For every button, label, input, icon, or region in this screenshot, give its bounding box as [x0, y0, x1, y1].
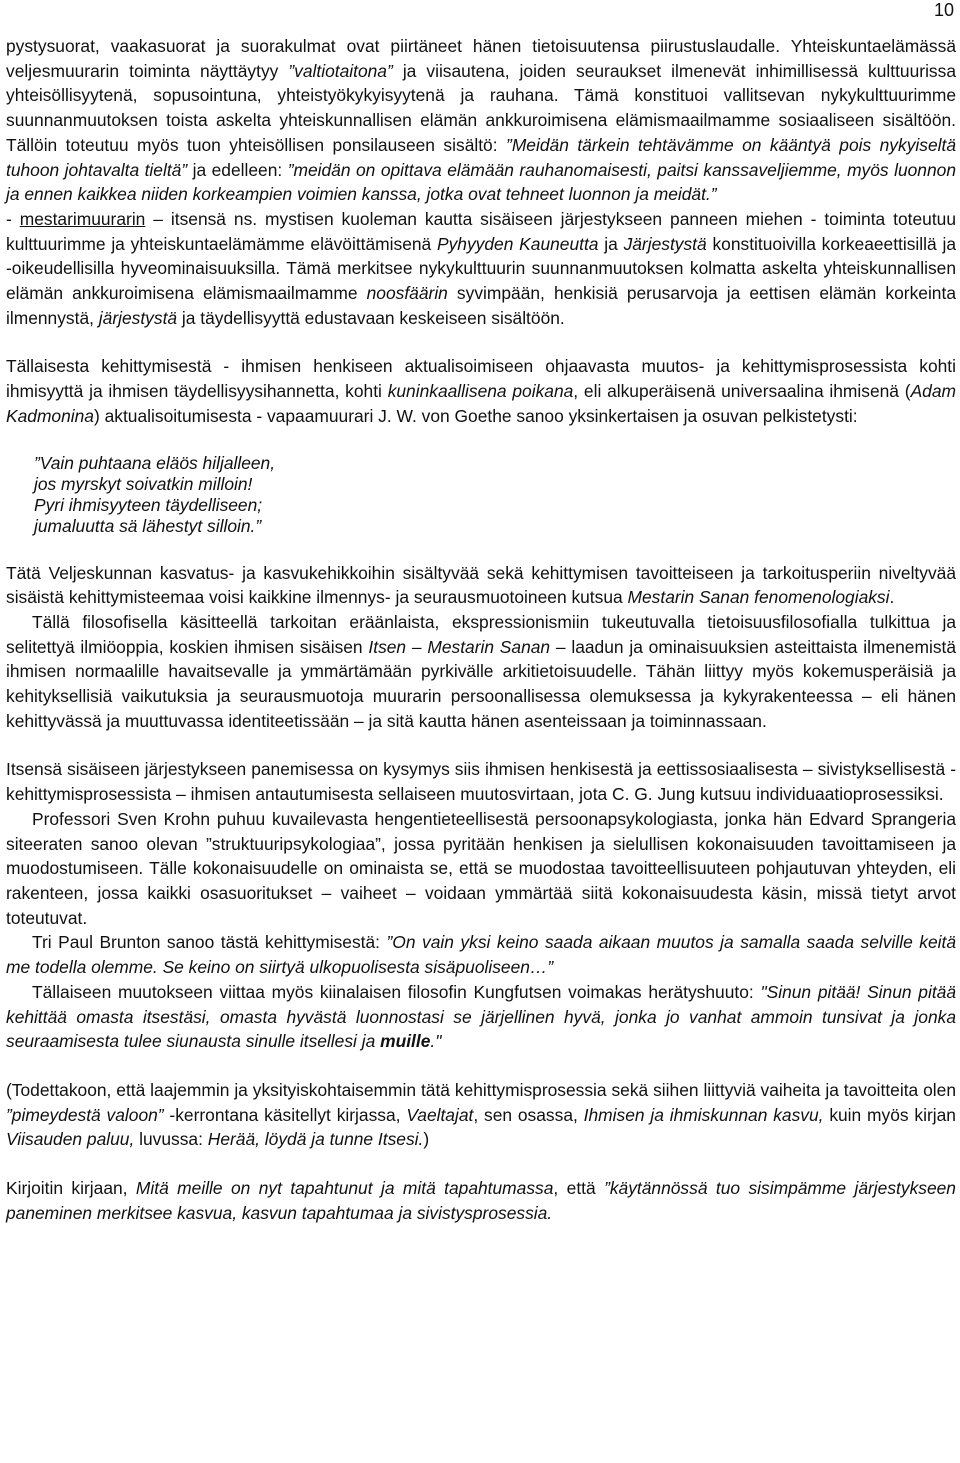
book-title: Viisauden paluu,	[6, 1129, 135, 1150]
text: , että	[553, 1178, 605, 1199]
text: Tätä Veljeskunnan kasvatus- ja kasvukehikkoihin sisältyvää sekä kehittymisen tavoitteiseen ja tarkoitusperiin niveltyvää sisäistä kehittymisteemaa voisi kaikkine ilmennys- ja seurausmuotoineen kutsua	[6, 562, 956, 608]
text: konstituoivilla korkeaeettisillä ja -oikeudellisilla hyveominaisuuksilla. Tämä merkitsee nykykulttuurin suunnanmuutoksen kolmatta askelta yhteiskunnallisen elämän ankkuroimisena elämismaailmamme	[6, 233, 957, 304]
text: – laadun ja ominaisuuksien asteittaista ilmenemistä ihmisen normaalille havaitsevalle ja ymmärtämään pyrkivälle arkitietoisuudelle. Tähän liittyy myös kokemusperäisiä ja kehityksellisiä vaikutuksia ja seurausmuotoja muurarin persoonallisessa olemuksessa ja kykyrakenteessa – eli hänen kehittyvässä ja muuttuvassa identiteetissään – ja sitä kautta hänen asenteissaan ja toiminnassaan.	[6, 636, 957, 731]
text: syvimpään, henkisiä perusarvoja ja eettisen elämän korkeinta ilmennystä,	[6, 283, 956, 328]
underlined-term: mestarimuurarin	[19, 208, 146, 229]
emphasis: Herää, löydä ja tunne Itsesi.	[207, 1129, 424, 1150]
paragraph-gap	[6, 1054, 956, 1078]
emphasis: Järjestystä	[623, 233, 707, 254]
text: ja	[598, 233, 624, 254]
paragraph-4	[6, 561, 956, 610]
emphasis: ”pimeydestä valoon”	[6, 1104, 164, 1125]
text: ja viisautena, joiden seuraukset ilmenevät inhimillisessä kulttuurissa yhteisöllisyytenä, sopusointuna, yhteistyökykyisyytenä ja rauhana. Tämä konstituoi vallitsevan nykykulttuurimme suunnanmuutoksen toista askelta yhteiskunnallisen elämän ankkuroimisena elämismaailmamme sosiaaliseen sisältöön. Tällöin toteutuu myös tuon yhteisöllisen ponsilauseen sisältö:	[6, 60, 956, 155]
text: , sen osassa,	[473, 1104, 584, 1125]
text: Tällaiseen muutokseen viittaa myös kiinalaisen filosofin Kungfutsen voimakas herätyshuuto:	[32, 981, 761, 1002]
poem-line: Pyri ihmisyyteen täydelliseen;	[34, 494, 263, 515]
text: pystysuorat, vaakasuorat ja suorakulmat ovat piirtäneet hänen tietoisuutensa piirustuslaudalle. Yhteiskuntaelämässä veljesmuurarin toiminta näyttäytyy	[6, 36, 956, 81]
quote: ”meidän on opittava elämään rauhanomaisesti, paitsi kanssaveljiemme, myös luonnon ja ennen kaikkea niiden korkeampien voimien kanssa, jotka ovat tehneet luonnon ja meidät.”	[6, 159, 956, 205]
paragraph-11	[6, 1176, 956, 1225]
document-body	[6, 34, 956, 1225]
text: ja edelleen:	[187, 159, 288, 180]
emphasis: ”valtiotaitona”	[288, 60, 393, 81]
quote: ”käytännössä tuo sisimpämme järjestykseen paneminen merkitsee kasvua, kasvun tapahtumaa ja sivistysprosessia.	[6, 1178, 956, 1223]
paragraph-10	[6, 1078, 956, 1152]
paragraph-3	[6, 354, 956, 428]
paragraph-2	[6, 207, 956, 331]
poem-line: ”Vain puhtaana eläös hiljalleen,	[34, 452, 276, 473]
text: Tällä filosofisella käsitteellä tarkoitan eräänlaista, ekspressionismiin tukeutuvalla tietoisuusfilosofialla tulkittua ja selitettyä ilmiöoppia, koskien ihmisen sisäisen	[6, 611, 956, 657]
text: ) aktualisoitumisesta - vapaamuurari J. W. von Goethe sanoo yksinkertaisen ja osuvan pelkistetysti:	[93, 405, 858, 426]
paragraph-5	[6, 610, 956, 734]
text: – itsensä ns. mystisen kuoleman kautta sisäiseen järjestykseen panneen miehen - toiminta toteutuu kulttuurimme ja yhteiskuntaelämämme elävöittämisenä	[6, 208, 956, 254]
quote: ."	[430, 1031, 442, 1052]
text: -	[6, 208, 20, 229]
emphasis: kuninkaallisena poikana	[387, 381, 574, 402]
paragraph-gap	[6, 429, 956, 453]
emphasis: Itsen – Mestarin Sanan	[368, 636, 551, 657]
emphasis: noosfäärin	[366, 283, 448, 304]
poem-line: jumaluutta sä lähestyt silloin.”	[34, 515, 262, 536]
text: ja täydellisyyttä edustavaan keskeiseen sisältöön.	[177, 307, 565, 328]
paragraph-gap	[6, 733, 956, 757]
emphasis: Mestarin Sanan fenomenologiaksi	[627, 587, 890, 608]
text: -kerrontana käsitellyt kirjassa,	[163, 1104, 407, 1125]
paragraph-6	[6, 757, 956, 806]
text: Tällaisesta kehittymisestä - ihmisen henkiseen aktualisoimiseen ohjaavasta muutos- ja kehittymisprosessista kohti ihmisyyttä ja ihmisen täydellisyysihannetta, kohti	[6, 356, 956, 402]
text: luvussa:	[134, 1129, 208, 1150]
text: Professori Sven Krohn puhuu kuvailevasta hengentieteellisestä persoonapsykologiasta, jonka hän Edvard Sprangeria siteeraten sanoo olevan ”struktuuripsykologiaa”, jossa pyritään henkisen ja sielullisen kokonaisuuden tavoittamiseen ja muodostumiseen. Tälle kokonaisuudelle on ominaista se, että se muodostaa tavoitteellisuuteen pohjautuvan yhteyden, eli rakenteen, jossa kaikki osasuoritukset – vaiheet – voidaan ymmärtää siitä kokonaisuudesta käsin, missä tietyt arvot toteutuvat.	[6, 808, 956, 928]
text: Tri Paul Brunton sanoo tästä kehittymisestä:	[32, 932, 387, 953]
quote: ”On vain yksi keino saada aikaan muutos ja samalla saada selville keitä me todella olemme. Se keino on siirtyä ulkopuolisesta sisäpuoliseen…”	[6, 932, 956, 978]
text: (Todettakoon, että laajemmin ja yksityiskohtaisemmin tätä kehittymisprosessia sekä siihen liittyviä vaiheita ja tavoitteita olen	[6, 1079, 956, 1100]
poem-line: jos myrskyt soivatkin milloin!	[34, 473, 253, 494]
paragraph-1	[6, 34, 956, 207]
paragraph-gap	[6, 1152, 956, 1176]
paragraph-9	[6, 980, 956, 1054]
book-title: Ihmisen ja ihmiskunnan kasvu,	[583, 1104, 824, 1125]
quote: "Sinun pitää! Sinun pitää kehittää omasta itsestäsi, omasta hyvästä luonnostasi se järjellinen hyvä, jonka jo vanhat ammoin tunsivat ja jonka seuraamisesta tulee siunausta sinulle itsellesi ja	[6, 981, 956, 1052]
paragraph-gap	[6, 330, 956, 354]
bold-emphasis: muille	[380, 1031, 431, 1052]
emphasis: Pyhyyden Kauneutta	[437, 233, 599, 254]
emphasis: järjestystä	[98, 307, 178, 328]
book-title: Mitä meille on nyt tapahtunut ja mitä tapahtumassa	[135, 1178, 554, 1199]
quote: ”Meidän tärkein tehtävämme on kääntyä pois nykyiseltä tuhoon johtavalta tieltä”	[6, 134, 956, 180]
text: kuin myös kirjan	[823, 1104, 956, 1125]
text: Kirjoitin kirjaan,	[6, 1178, 136, 1199]
text: Itsensä sisäiseen järjestykseen panemisessa on kysymys siis ihmisen henkisestä ja eettissosiaalisesta – sivistyksellisestä - kehittymisprosessista – ihmisen antautumisesta sellaiseen muutosvirtaan, jota C. G. Jung kutsuu individuaatioprosessiksi.	[6, 759, 956, 805]
text: , eli alkuperäisenä universaalina ihmisenä (	[573, 381, 911, 402]
paragraph-8	[6, 930, 956, 979]
poem-quote	[34, 453, 956, 537]
text: )	[423, 1129, 430, 1150]
paragraph-gap	[6, 537, 956, 561]
emphasis: Adam Kadmonina	[6, 381, 956, 426]
text: .	[889, 587, 895, 608]
paragraph-7	[6, 807, 956, 931]
book-title: Vaeltajat	[406, 1104, 474, 1125]
page-number: 10	[933, 0, 954, 20]
